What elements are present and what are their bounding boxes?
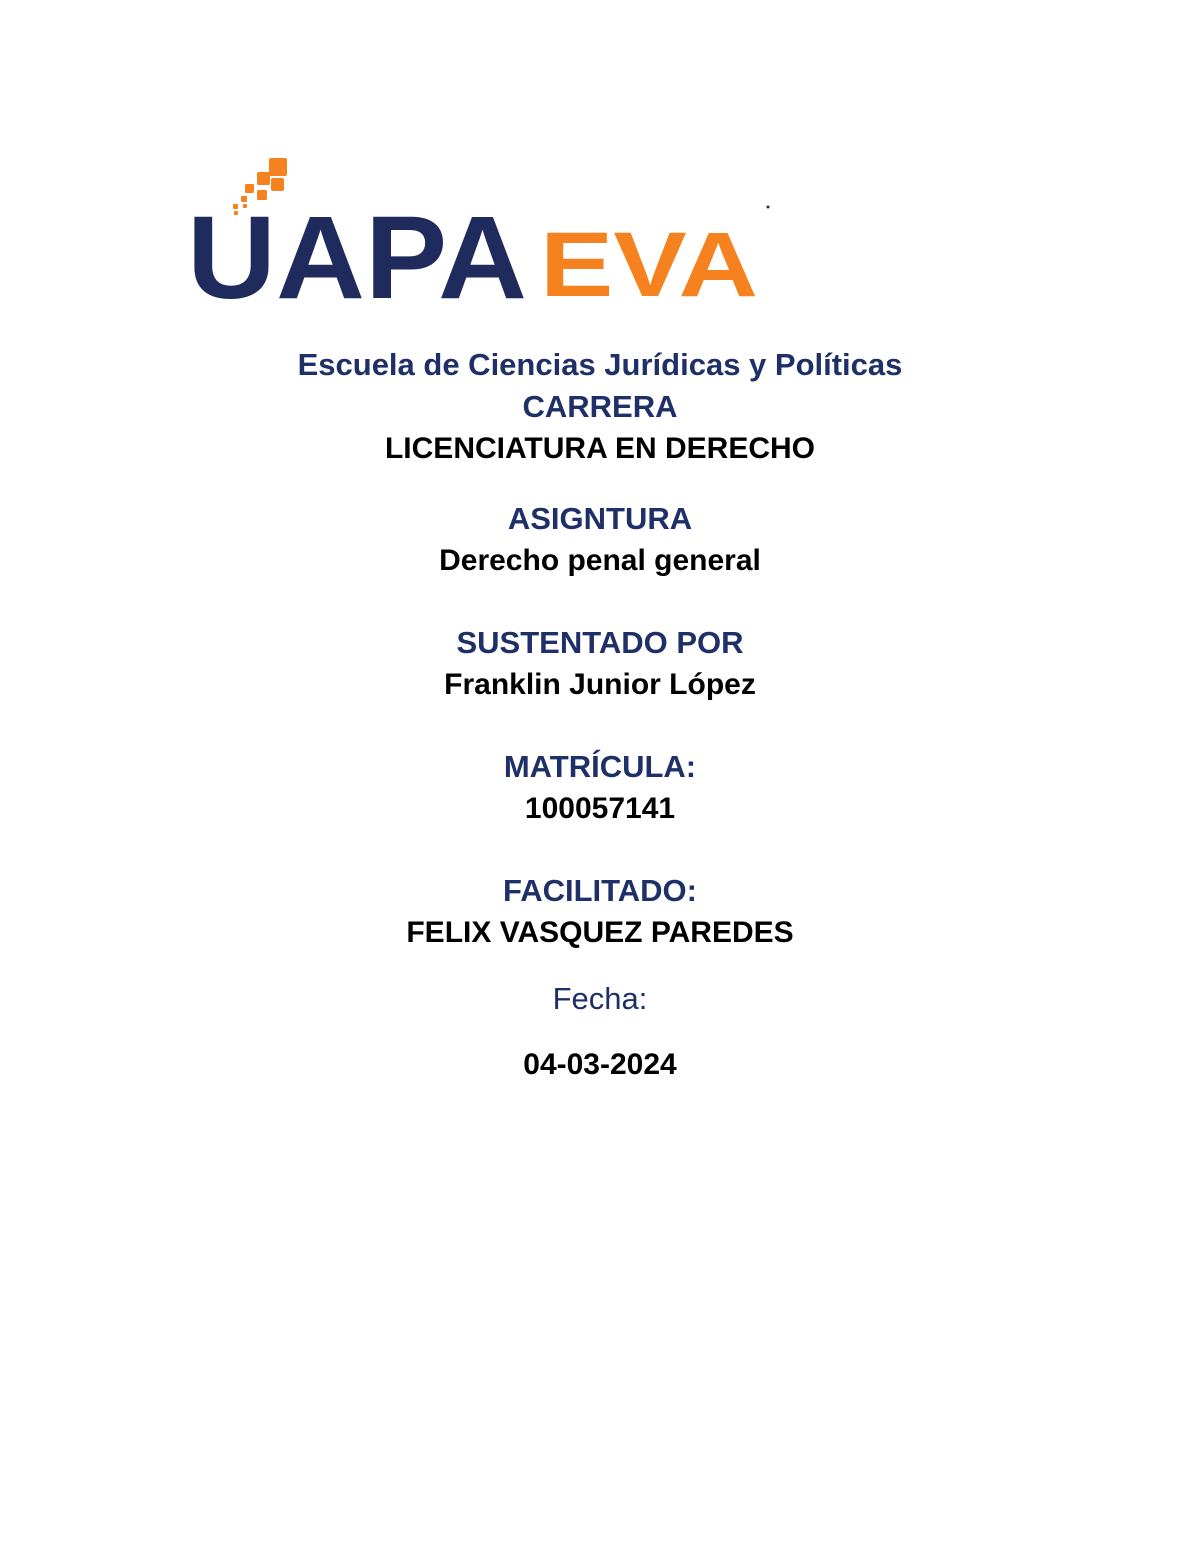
uapa-eva-logo [185, 150, 785, 310]
logo-text-eva: EVA [540, 214, 758, 310]
career-value: LICENCIATURA EN DERECHO [384, 432, 815, 465]
presented-by-value: Franklin Junior López [444, 668, 756, 701]
date-label: Fecha: [552, 981, 648, 1016]
cover-page [0, 340, 1200, 1086]
school-name: Escuela de Ciencias Jurídicas y Políticas [297, 347, 903, 382]
career-label: CARRERA [522, 389, 678, 424]
subject-value: Derecho penal general [439, 544, 761, 577]
enrollment-value: 100057141 [524, 792, 676, 825]
date-value: 04-03-2024 [523, 1048, 677, 1081]
facilitator-label: FACILITADO: [502, 873, 697, 908]
facilitator-value: FELIX VASQUEZ PAREDES [406, 916, 794, 949]
subject-label: ASIGNTURA [507, 501, 693, 536]
enrollment-label: MATRÍCULA: [503, 749, 697, 784]
logo-text-uapa: UAPA [187, 192, 527, 310]
logo-graphic [185, 150, 785, 310]
logo-dot [767, 206, 770, 209]
presented-by-label: SUSTENTADO POR [456, 625, 744, 660]
